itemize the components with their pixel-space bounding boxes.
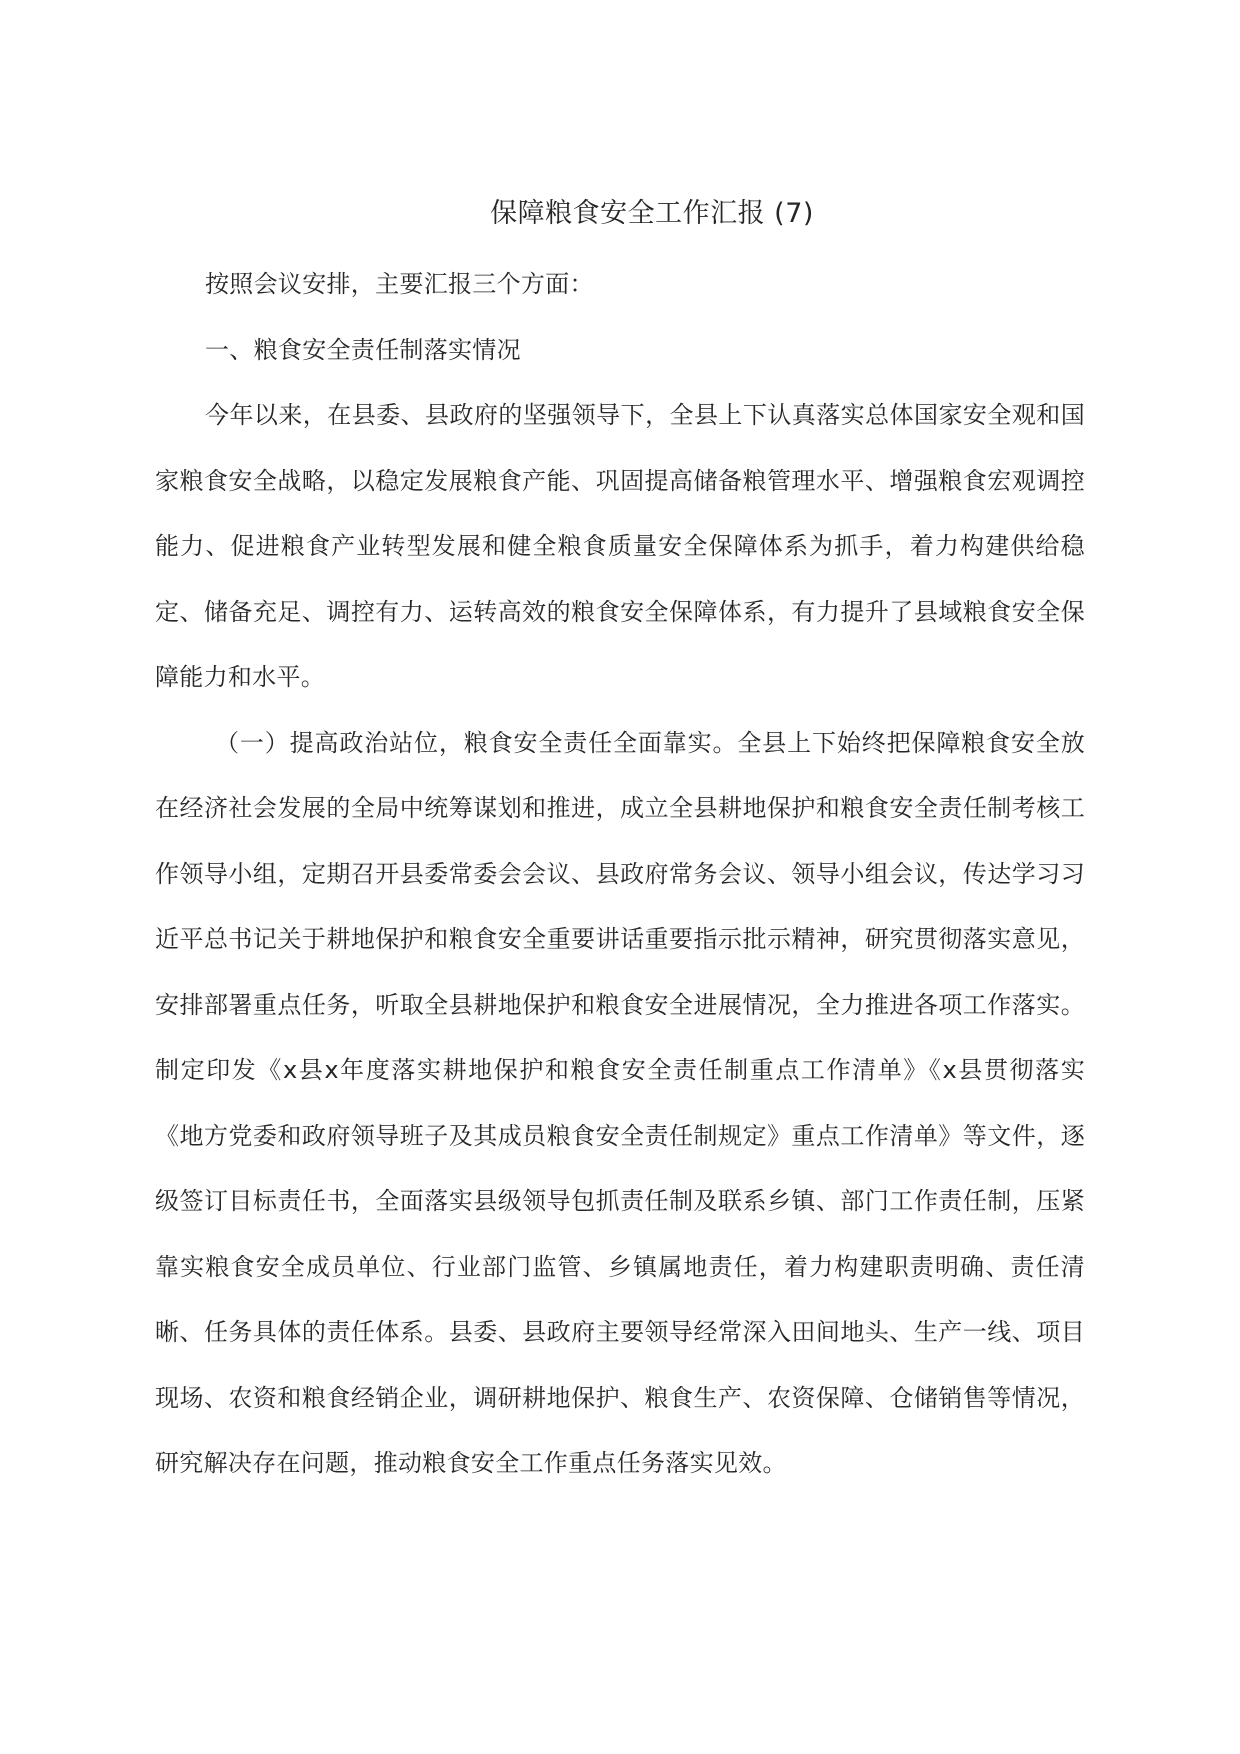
body-paragraph: 今年以来，在县委、县政府的坚强领导下，全县上下认真落实总体国家安全观和国家粮食安全战略，以稳定发展粮食产能、巩固提高储备粮管理水平、增强粮食宏观调控能力、促进粮食产业转型发展和健全粮食质量安全保障体系为抓手，着力构建供给稳定、储备充足、调控有力、运转高效的粮食安全保障体系，有力提升了县域粮食安全保障能力和水平。 xyxy=(155,401,1085,691)
body-paragraph: （一）提高政治站位，粮食安全责任全面靠实。全县上下始终把保障粮食安全放在经济社会发展的全局中统筹谋划和推进，成立全县耕地保护和粮食安全责任制考核工作领导小组，定期召开县委常委会会议、县政府常务会议、领导小组会议，传达学习习近平总书记关于耕地保护和粮食安全重要讲话重要指示批示精神，研究贯彻落实意见，安排部署重点任务，听取全县耕地保护和粮食安全进展情况，全力推进各项工作落实。制定印发《x县x年度落实耕地保护和粮食安全责任制重点工作清单》《x县贯彻落实《地方党委和政府领导班子及其成员粮食安全责任制规定》重点工作清单》等文件，逐级签订目标责任书，全面落实县级领导包抓责任制及联系乡镇、部门工作责任制，压紧靠实粮食安全成员单位、行业部门监管、乡镇属地责任，着力构建职责明确、责任清晰、任务具体的责任体系。县委、县政府主要领导经常深入田间地头、生产一线、项目现场、农资和粮食经销企业，调研耕地保护、粮食生产、农资保障、仓储销售等情况，研究解决存在问题，推动粮食安全工作重点任务落实见效。 xyxy=(155,728,1085,1477)
document-title: 保障粮食安全工作汇报 (7) xyxy=(490,198,814,229)
intro-paragraph: 按照会议安排，主要汇报三个方面： xyxy=(205,270,594,298)
section-heading: 一、粮食安全责任制落实情况 xyxy=(205,335,521,364)
document-page xyxy=(155,193,1085,1497)
